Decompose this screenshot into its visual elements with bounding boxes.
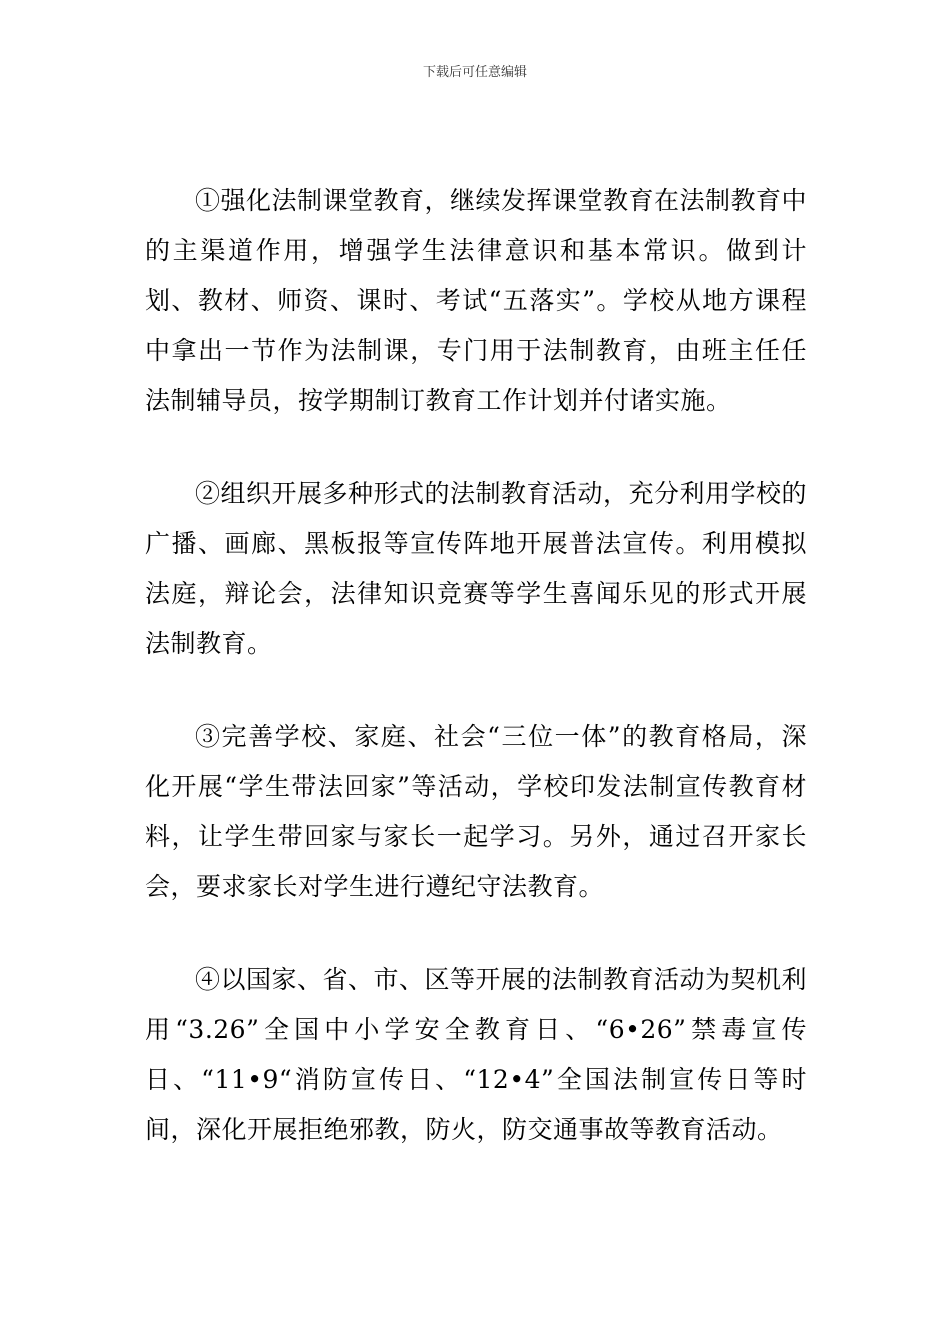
- paragraph-2: ②组织开展多种形式的法制教育活动，充分利用学校的广播、画廊、黑板报等宣传阵地开展普法宣传。利用模拟法庭，辩论会，法律知识竞赛等学生喜闻乐见的形式开展法制教育。: [145, 479, 808, 658]
- paragraph-1: ①强化法制课堂教育，继续发挥课堂教育在法制教育中的主渠道作用，增强学生法律意识和基本常识。做到计划、教材、师资、课时、考试“五落实”。学校从地方课程中拿出一节作为法制课，专门用于法制教育，由班主任任法制辅导员，按学期制订教育工作计划并付诸实施。: [145, 186, 808, 415]
- paragraph-4: ④以国家、省、市、区等开展的法制教育活动为契机利用“3.26”全国中小学安全教育日、“6•26”禁毒宣传日、“11•9“消防宣传日、“12•4”全国法制宣传日等时间，深化开展拒绝邪教，防火，防交通事故等教育活动。: [145, 965, 808, 1144]
- page-header-note: 下载后可任意编辑: [422, 65, 527, 80]
- document-body: [145, 176, 807, 1198]
- paragraph-3: ③完善学校、家庭、社会“三位一体”的教育格局，深化开展“学生带法回家”等活动，学校印发法制宣传教育材料，让学生带回家与家长一起学习。另外，通过召开家长会，要求家长对学生进行遵纪守法教育。: [145, 722, 807, 901]
